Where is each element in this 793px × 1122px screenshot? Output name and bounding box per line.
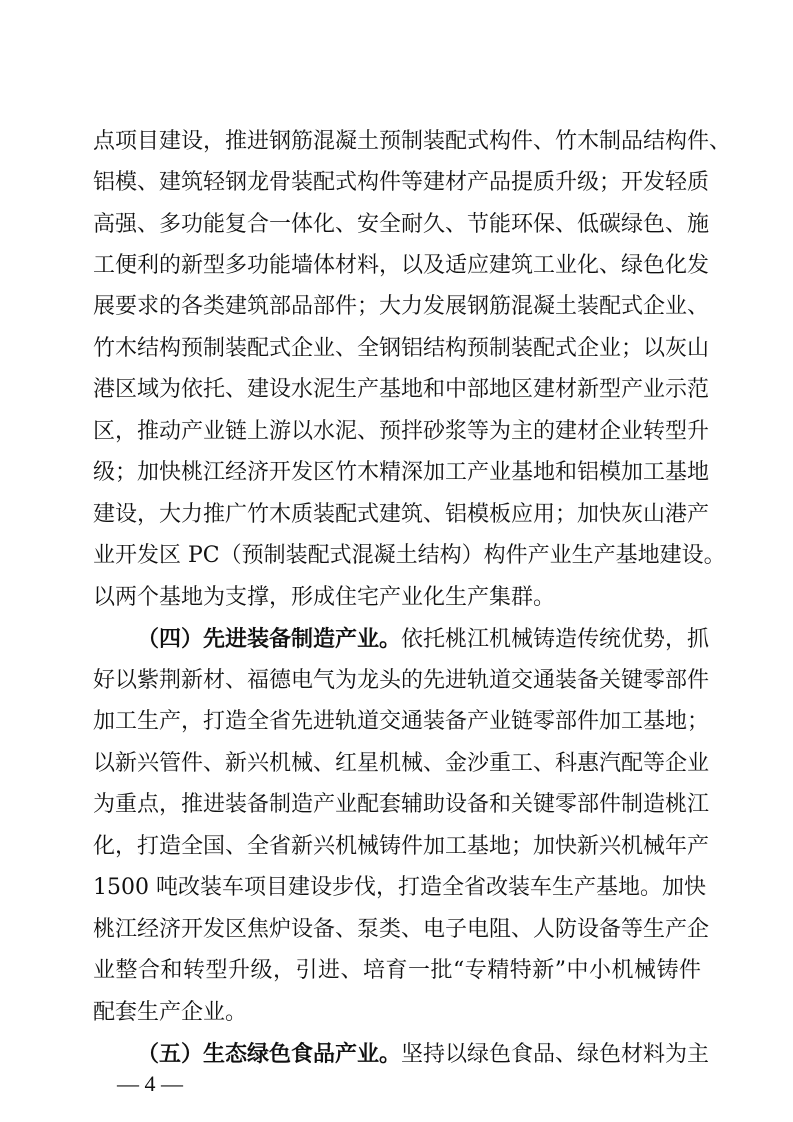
body-text-line: 竹木结构预制装配式企业、全钢铝结构预制装配式企业；以灰山 — [93, 336, 710, 361]
body-text-line: 区，推动产业链上游以水泥、预拌砂浆等为主的建材企业转型升 — [93, 419, 710, 444]
body-text-line: 级；加快桃江经济开发区竹木精深加工产业基地和铝模加工基地 — [93, 460, 710, 485]
body-text-line: 点项目建设，推进钢筋混凝土预制装配式构件、竹木制品结构件、 — [93, 129, 732, 154]
section-5-heading: （五）生态绿色食品产业。 — [137, 1041, 402, 1067]
body-text-line: 化，打造全国、全省新兴机械铸件加工基地；加快新兴机械年产 — [93, 834, 710, 859]
body-text-line: 业整合和转型升级，引进、培育一批“专精特新”中小机械铸件 — [93, 958, 701, 983]
body-text-line: 高强、多功能复合一体化、安全耐久、节能环保、低碳绿色、施 — [93, 212, 710, 237]
section-4-heading: （四）先进装备制造产业。 — [137, 626, 402, 652]
body-text-line: 配套生产企业。 — [93, 1000, 248, 1025]
section-4-first-line — [137, 624, 710, 655]
body-text-line: 1500 吨改装车项目建设步伐，打造全省改装车生产基地。加快 — [93, 875, 706, 900]
section-5-text: 坚持以绿色食品、绿色材料为主 — [401, 1042, 710, 1067]
body-text-line: 好以紫荆新材、福德电气为龙头的先进轨道交通装备关键零部件 — [93, 668, 710, 693]
section-5-first-line — [137, 1039, 710, 1070]
body-text-line: 以两个基地为支撑，形成住宅产业化生产集群。 — [93, 585, 556, 610]
body-text-line: 以新兴管件、新兴机械、红星机械、金沙重工、科惠汽配等企业 — [93, 751, 710, 776]
body-text-line: 工便利的新型多功能墙体材料，以及适应建筑工业化、绿色化发 — [93, 253, 710, 278]
body-text-line: 业开发区 PC（预制装配式混凝土结构）构件产业生产基地建设。 — [93, 543, 726, 568]
body-text-line: 铝模、建筑轻钢龙骨装配式构件等建材产品提质升级；开发轻质 — [93, 170, 710, 195]
body-text-line: 港区域为依托、建设水泥生产基地和中部地区建材新型产业示范 — [93, 377, 710, 402]
body-text-line: 加工生产，打造全省先进轨道交通装备产业链零部件加工基地； — [93, 709, 710, 734]
body-text-line: 展要求的各类建筑部品部件；大力发展钢筋混凝土装配式企业、 — [93, 294, 710, 319]
body-text-line: 建设，大力推广竹木质装配式建筑、铝模板应用；加快灰山港产 — [93, 502, 710, 527]
body-text-line: 为重点，推进装备制造产业配套辅助设备和关键零部件制造桃江 — [93, 792, 710, 817]
section-4-text: 依托桃江机械铸造传统优势，抓 — [401, 627, 710, 652]
body-text-line: 桃江经济开发区焦炉设备、泵类、电子电阻、人防设备等生产企 — [93, 917, 710, 942]
page-number: — 4 — — [117, 1071, 183, 1096]
